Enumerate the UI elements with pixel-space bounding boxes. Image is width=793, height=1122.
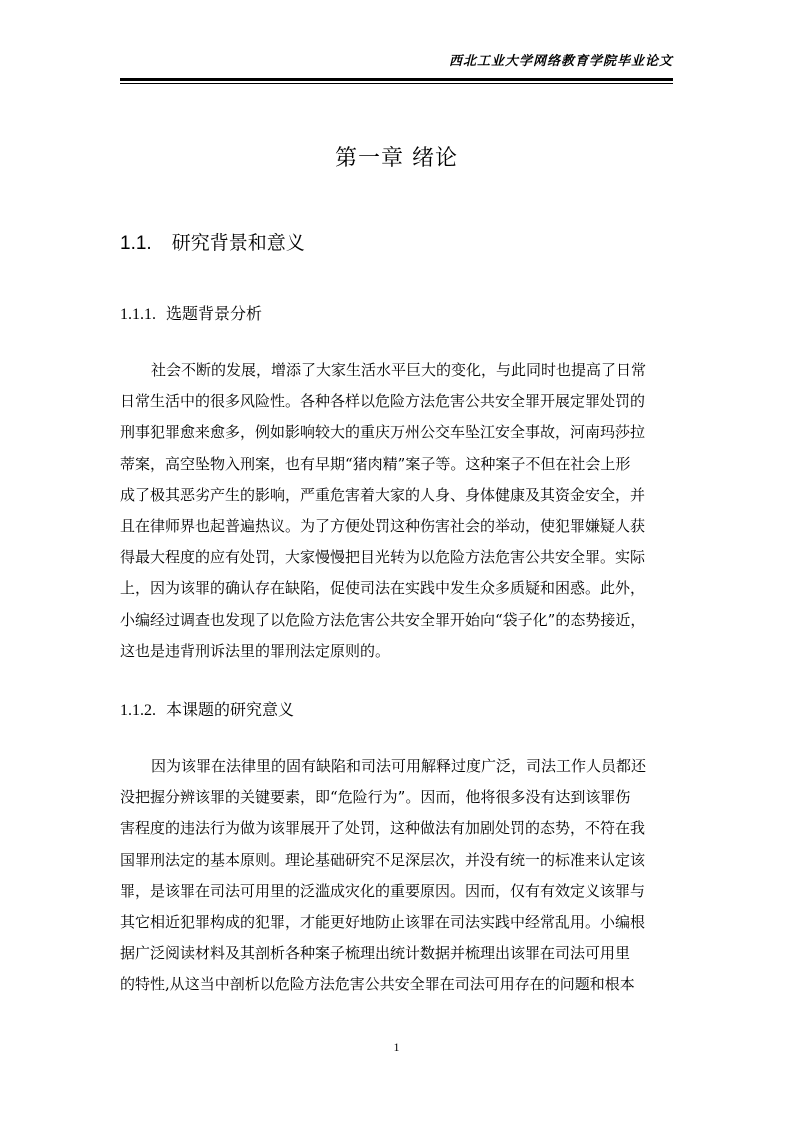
header-double-rule [120, 78, 673, 84]
paragraph-line: 刑事犯罪愈来愈多，例如影响较大的重庆万州公交车坠江安全事故，河南玛莎拉 [120, 423, 646, 442]
chapter-title: 第一章 绪论 [335, 146, 458, 171]
paragraph-background [120, 355, 673, 667]
paragraph-line: 没把握分辨该罪的关键要素，即“危险行为”。因而，他将很多没有达到该罪伤 [120, 788, 631, 807]
section-number: 1.1. [120, 233, 152, 254]
section-heading [120, 228, 305, 259]
paragraph-line: 蒂案，高空坠物入刑案，也有早期“猪肉精”案子等。这种案子不但在社会上形 [120, 454, 631, 473]
paragraph-line: 得最大程度的应有处罚，大家慢慢把目光转为以危险方法危害公共安全罪。实际 [120, 548, 646, 567]
paragraph-line: 国罪刑法定的基本原则。理论基础研究不足深层次，并没有统一的标准来认定该 [120, 850, 646, 869]
paragraph-line: 的特性,从这当中剖析以危险方法危害公共安全罪在司法可用存在的问题和根本 [120, 975, 635, 994]
paragraph-line: 日常生活中的很多风险性。各种各样以危险方法危害公共安全罪开展定罪处罚的 [120, 392, 646, 411]
subsection-number: 1.1.2. [120, 702, 156, 719]
paragraph-line: 成了极其恶劣产生的影响，严重危害着大家的人身、身体健康及其资金安全，并 [120, 485, 646, 504]
page-number: 1 [393, 1040, 400, 1054]
paragraph-line: 其它相近犯罪构成的犯罪，才能更好地防止该罪在司法实践中经常乱用。小编根 [120, 912, 646, 931]
paragraph-line: 害程度的违法行为做为该罪展开了处罚，这种做法有加剧处罚的态势，不符在我 [120, 819, 646, 838]
header-rule-thick [120, 78, 673, 81]
subsection-title: 本课题的研究意义 [166, 700, 295, 719]
subsection-heading-2 [120, 697, 294, 724]
paragraph-line: 上，因为该罪的确认存在缺陷，促使司法在实践中发生众多质疑和困惑。此外， [120, 579, 646, 598]
paragraph-line: 小编经过调查也发现了以危险方法危害公共安全罪开始向“袋子化”的态势接近， [120, 610, 646, 629]
paragraph-line: 且在律师界也起普遍热议。为了方便处罚这种伤害社会的举动，使犯罪嫌疑人获 [120, 516, 646, 535]
paragraph-significance [120, 751, 673, 1001]
paragraph-line: 据广泛阅读材料及其剖析各种案子梳理出统计数据并梳理出该罪在司法可用里 [120, 944, 631, 963]
subsection-heading-1 [120, 301, 262, 328]
paragraph-line: 因为该罪在法律里的固有缺陷和司法可用解释过度广泛，司法工作人员都还 [151, 757, 647, 775]
subsection-number: 1.1.1. [120, 306, 156, 323]
running-header: 西北工业大学网络教育学院毕业论文 [448, 54, 673, 69]
section-title: 研究背景和意义 [171, 232, 305, 254]
paragraph-line: 社会不断的发展，增添了大家生活水平巨大的变化，与此同时也提高了日常 [151, 361, 647, 379]
paragraph-line: 这也是违背刑诉法里的罪刑法定原则的。 [120, 641, 391, 660]
subsection-title: 选题背景分析 [166, 304, 263, 323]
header-rule-thin [120, 83, 673, 84]
paragraph-line: 罪，是该罪在司法可用里的泛滥成灾化的重要原因。因而，仅有有效定义该罪与 [120, 881, 646, 900]
